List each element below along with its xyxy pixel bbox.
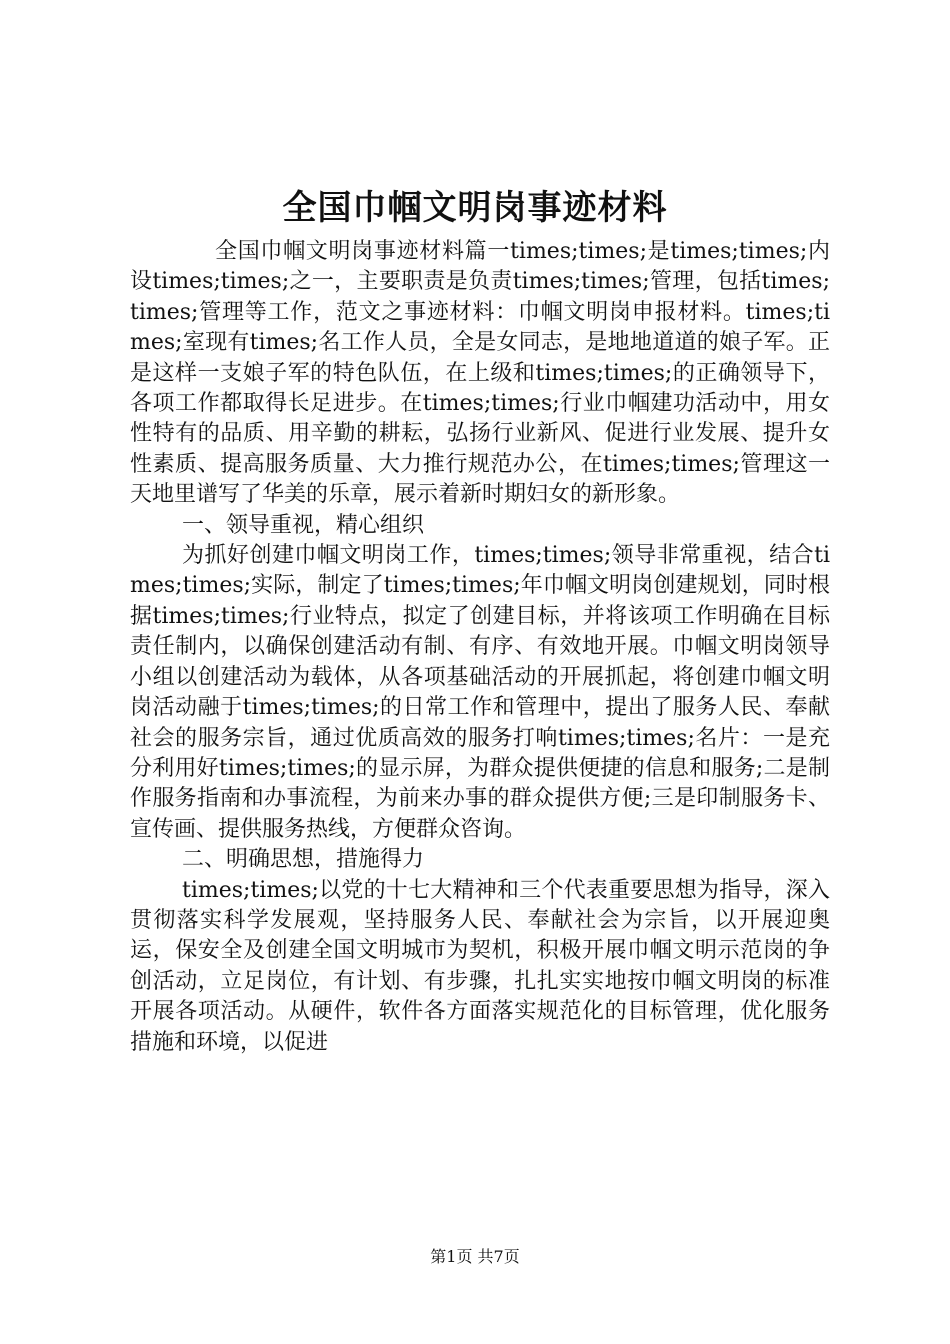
section-paragraph-1: 为抓好创建巾帼文明岗工作，times;times;领导非常重视，结合times;times;实际，制定了times;times;年巾帼文明岗创建规划，同时根据times;times;行业特点，拟定了创建目标，并将该项工作明确在目标责任制内，以确保创建活动有制、有序、有效地开展。巾帼文明岗领导小组以创建活动为载体，从各项基础活动的开展抓起，将创建巾帼文明岗活动融于times;times;的日常工作和管理中，提出了服务人民、奉献社会的服务宗旨，通过优质高效的服务打响times;times;名片：一是充分利用好times;times;的显示屏，为群众提供便捷的信息和服务;二是制作服务指南和办事流程，为前来办事的群众提供方便;三是印制服务卡、宣传画、提供服务热线，方便群众咨询。 — [130, 543, 830, 842]
section-heading-1: 一、领导重视，精心组织 — [182, 512, 425, 538]
section-heading-2: 二、明确思想，措施得力 — [182, 847, 425, 873]
document-body — [130, 237, 830, 1058]
intro-paragraph: 全国巾帼文明岗事迹材料篇一times;times;是times;times;内设times;times;之一，主要职责是负责times;times;管理，包括times;times;管理等工作，范文之事迹材料：巾帼文明岗申报材料。times;times;室现有times;名工作人员，全是女同志，是地地道道的娘子军。正是这样一支娘子军的特色队伍，在上级和times;times;的正确领导下，各项工作都取得长足进步。在times;times;行业巾帼建功活动中，用女性特有的品质、用辛勤的耕耘，弘扬行业新风、促进行业发展、提升女性素质、提高服务质量、大力推行规范办公，在times;times;管理这一天地里谱写了华美的乐章，展示着新时期妇女的新形象。 — [130, 239, 830, 508]
page-number-footer: 第1页 共7页 — [430, 1247, 520, 1266]
document-title: 全国巾帼文明岗事迹材料 — [282, 188, 668, 228]
section-paragraph-2: times;times;以党的十七大精神和三个代表重要思想为指导，深入贯彻落实科学发展观，坚持服务人民、奉献社会为宗旨，以开展迎奥运，保安全及创建全国文明城市为契机，积极开展巾帼文明示范岗的争创活动，立足岗位，有计划、有步骤，扎扎实实地按巾帼文明岗的标准开展各项活动。从硬件，软件各方面落实规范化的目标管理，优化服务措施和环境，以促进 — [130, 877, 830, 1055]
